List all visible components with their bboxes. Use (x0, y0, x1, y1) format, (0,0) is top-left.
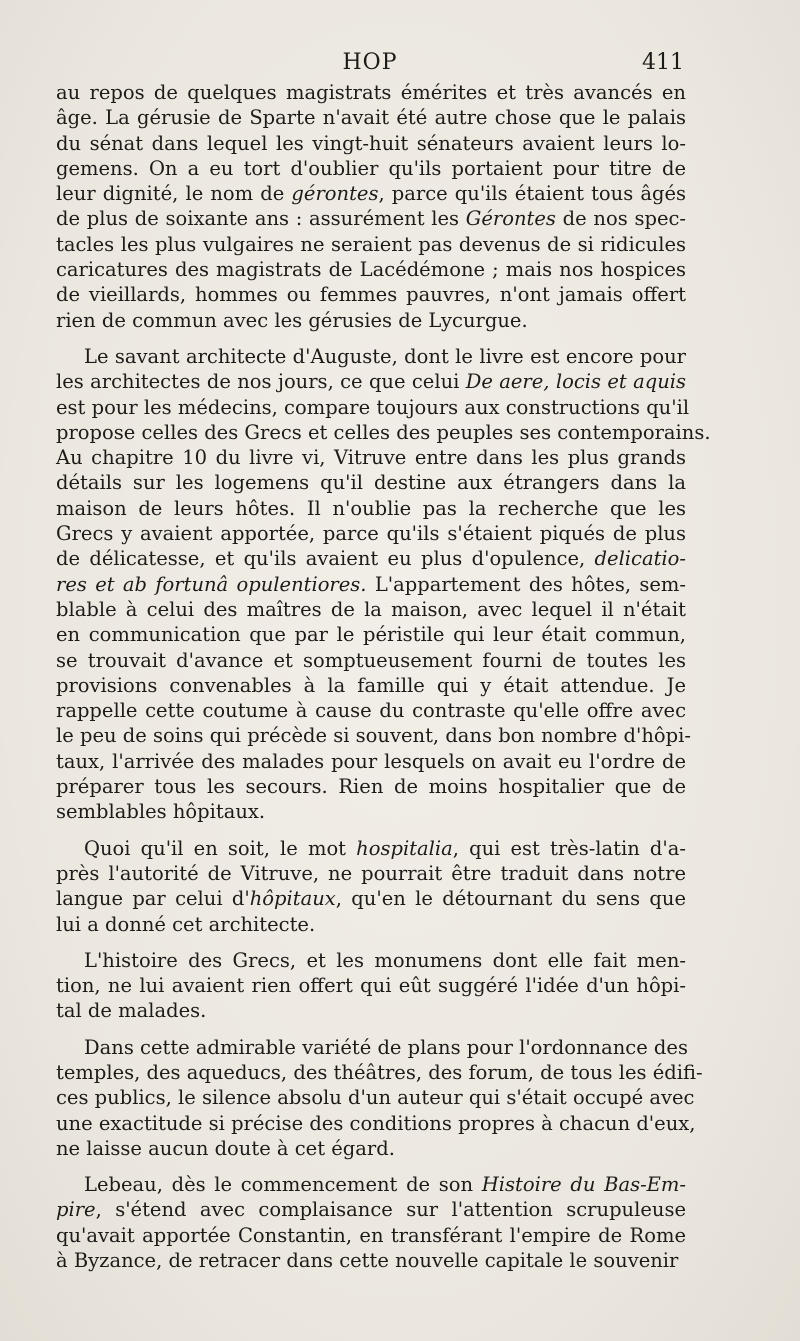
running-header (56, 50, 684, 80)
text-line: du sénat dans lequel les vingt-huit sénateurs avaient leurs lo- (56, 131, 686, 155)
text-line: en communication que par le péristile qui leur était commun, (56, 623, 686, 647)
text-line: tion, ne lui avaient rien offert qui eût suggéré l'idée d'un hôpi- (56, 974, 686, 998)
paragraph (56, 1172, 686, 1273)
text-line: provisions convenables à la famille qui y était attendue. Je (56, 673, 686, 697)
text-line: ces publics, le silence absolu d'un auteur qui s'était occupé avec (56, 1086, 695, 1110)
text-line: leur dignité, le nom de gérontes, parce qu'ils étaient tous âgés (56, 182, 686, 206)
text-line: est pour les médecins, compare toujours aux constructions qu'il (56, 395, 690, 419)
page-number: 411 (642, 50, 684, 75)
text-line: Dans cette admirable variété de plans pour l'ordonnance des (84, 1035, 688, 1059)
text-line: à Byzance, de retracer dans cette nouvelle capitale le souvenir (56, 1249, 679, 1273)
running-title: HOP (342, 50, 398, 75)
paragraph (56, 836, 686, 937)
italic-text: gérontes (291, 182, 379, 206)
text-line: au repos de quelques magistrats émérites et très avancés en (56, 81, 686, 104)
paragraph (56, 948, 686, 1024)
text-line: les architectes de nos jours, ce que celui De aere, locis et aquis (56, 370, 686, 394)
text-line: taux, l'arrivée des malades pour lesquels on avait eu l'ordre de (56, 749, 686, 773)
text-line: temples, des aqueducs, des théâtres, des forum, de tous les édifi- (56, 1060, 703, 1084)
italic-text: De aere, locis et aquis (465, 370, 686, 394)
text-line: de plus de soixante ans : assurément les Gérontes de nos spec- (56, 207, 686, 231)
text-line: Au chapitre 10 du livre vi, Vitruve entre dans les plus grands (56, 446, 686, 470)
body-text (56, 80, 711, 1273)
text-line: propose celles des Grecs et celles des peuples ses contemporains. (56, 420, 711, 444)
text-line: langue par celui d'hôpitaux, qu'en le détournant du sens que (56, 887, 686, 911)
italic-text: hôpitaux (249, 887, 336, 911)
text-line: tacles les plus vulgaires ne seraient pas devenus de si ridicules (56, 232, 686, 256)
text-line: caricatures des magistrats de Lacédémone ; mais nos hospices (56, 258, 686, 282)
text-line: rappelle cette coutume à cause du contraste qu'elle offre avec (56, 699, 686, 723)
text-line: qu'avait apportée Constantin, en transférant l'empire de Rome (56, 1223, 686, 1247)
text-line: res et ab fortunâ opulentiores. L'appartement des hôtes, sem- (56, 572, 686, 596)
text-line: le peu de soins qui précède si souvent, dans bon nombre d'hôpi- (56, 724, 691, 748)
paragraph (56, 344, 711, 825)
text-line: Quoi qu'il en soit, le mot hospitalia, qui est très-latin d'a- (84, 836, 686, 860)
text-line: ne laisse aucun doute à cet égard. (56, 1136, 395, 1160)
text-line: une exactitude si précise des conditions propres à chacun d'eux, (56, 1111, 696, 1135)
italic-text: res et ab fortunâ opulentiores. (56, 572, 367, 596)
text-line: lui a donné cet architecte. (56, 912, 316, 936)
italic-text: Gérontes (465, 207, 556, 231)
italic-text: delicatio- (594, 547, 686, 571)
text-line: maison de leurs hôtes. Il n'oublie pas la recherche que les (56, 496, 686, 520)
text-line: se trouvait d'avance et somptueusement fourni de toutes les (56, 648, 686, 672)
text-line: Lebeau, dès le commencement de son Histoire du Bas-Em- (84, 1173, 686, 1197)
text-line: Grecs y avaient apportée, parce qu'ils s'étaient piqués de plus (56, 522, 686, 546)
text-line: de vieillards, hommes ou femmes pauvres, n'ont jamais offert (56, 283, 686, 307)
text-line: L'histoire des Grecs, et les monumens dont elle fait men- (84, 948, 686, 972)
text-line: tal de malades. (56, 999, 207, 1023)
text-line: pire, s'étend avec complaisance sur l'attention scrupuleuse (56, 1198, 686, 1222)
text-line: gemens. On a eu tort d'oublier qu'ils portaient pour titre de (56, 156, 686, 180)
text-line: semblables hôpitaux. (56, 800, 266, 824)
text-line: rien de commun avec les gérusies de Lycurgue. (56, 308, 528, 332)
paragraph (56, 80, 686, 333)
text-line: blable à celui des maîtres de la maison, avec lequel il n'était (56, 597, 686, 621)
paragraph (56, 1035, 703, 1161)
text-line: détails sur les logemens qu'il destine aux étrangers dans la (56, 471, 686, 495)
text-line: près l'autorité de Vitruve, ne pourrait être traduit dans notre (56, 861, 686, 885)
text-line: Le savant architecte d'Auguste, dont le livre est encore pour (84, 344, 686, 368)
text-line: âge. La gérusie de Sparte n'avait été autre chose que le palais (56, 106, 686, 130)
italic-text: hospitalia (356, 836, 453, 860)
italic-text: pire (56, 1198, 96, 1222)
text-line: préparer tous les secours. Rien de moins hospitalier que de (56, 775, 686, 799)
text-line: de délicatesse, et qu'ils avaient eu plus d'opulence, delicatio- (56, 547, 686, 571)
italic-text: Histoire du Bas-Em- (481, 1173, 686, 1197)
